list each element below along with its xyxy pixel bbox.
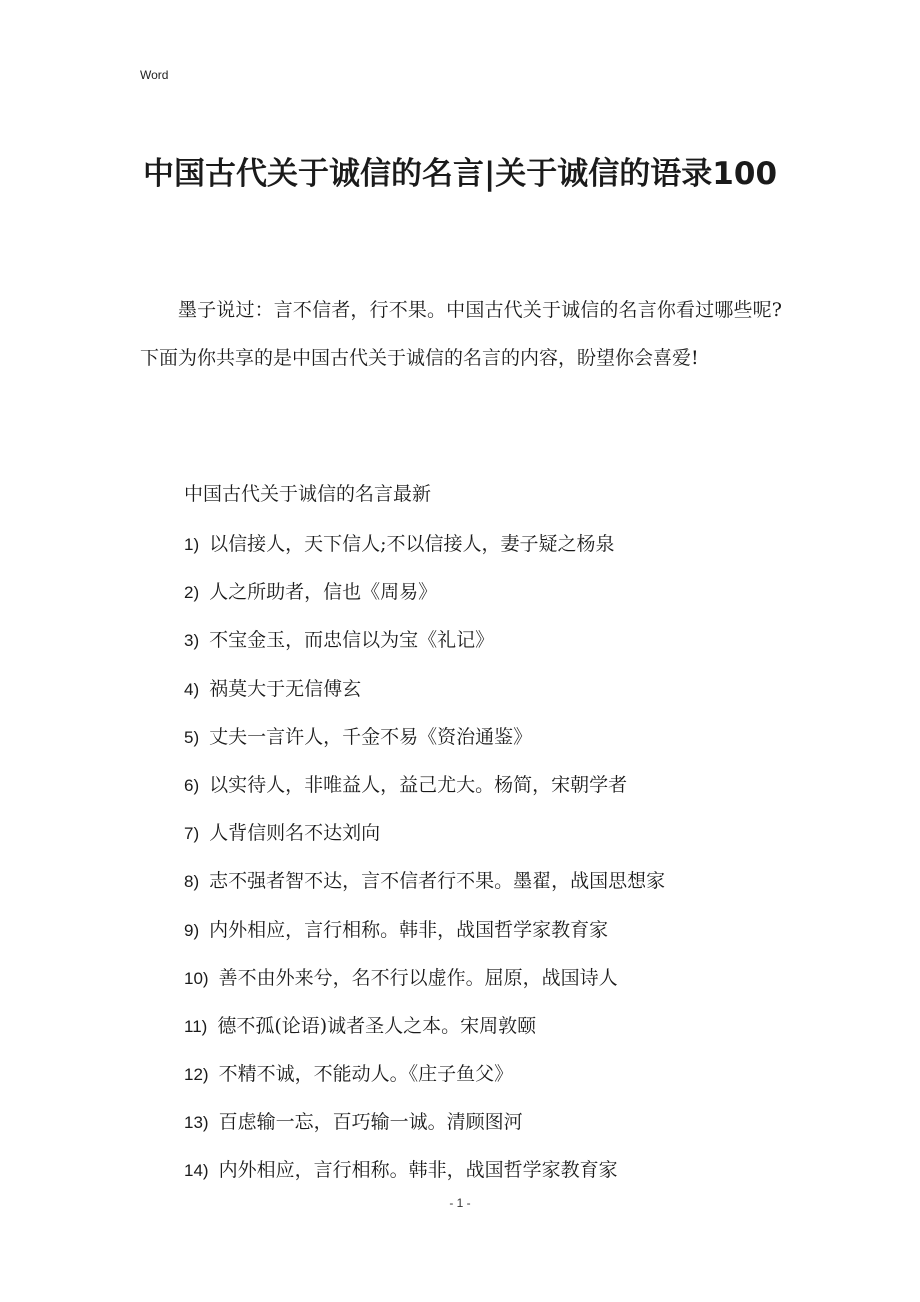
quote-text: 人之所助者，信也《周易》	[209, 581, 438, 604]
quote-item	[184, 771, 665, 819]
quote-number: 6)	[184, 775, 200, 795]
quote-text: 丈夫一言许人，千金不易《资治通鉴》	[209, 725, 533, 748]
quote-text: 百虑输一忘，百巧输一诚。清顾图河	[218, 1111, 523, 1134]
quote-text: 人背信则名不达刘向	[209, 822, 381, 845]
quote-item	[184, 626, 665, 674]
quote-item	[184, 964, 665, 1012]
quote-item	[184, 867, 665, 915]
quote-list	[184, 530, 665, 1205]
quote-item	[184, 819, 665, 867]
quote-item	[184, 530, 665, 578]
quote-number: 4)	[184, 679, 200, 699]
quote-text: 以信接人，天下信人;不以信接人，妻子疑之杨泉	[209, 533, 615, 555]
quote-item	[184, 1108, 665, 1156]
header-label: Word	[140, 68, 169, 82]
quote-text: 德不孤(论语)诚者圣人之本。宋周敦颐	[217, 1014, 537, 1037]
quote-number: 11)	[184, 1016, 208, 1036]
quote-number: 1)	[184, 535, 200, 554]
intro-paragraph: 墨子说过：言不信者，行不果。中国古代关于诚信的名言你看过哪些呢?下面为你共享的是中国古代关于诚信的名言的内容，盼望你会喜爱!	[140, 299, 782, 369]
quote-text: 祸莫大于无信傅玄	[209, 677, 362, 700]
quote-text: 不宝金玉，而忠信以为宝《礼记》	[209, 629, 495, 652]
quote-number: 12)	[184, 1065, 209, 1085]
quote-number: 9)	[184, 920, 200, 940]
quote-item	[184, 1012, 665, 1060]
quote-item	[184, 578, 665, 626]
quote-number: 2)	[184, 583, 200, 603]
quote-item	[184, 1060, 665, 1108]
quote-item	[184, 723, 665, 771]
quote-text: 内外相应，言行相称。韩非，战国哲学家教育家	[209, 918, 609, 941]
quote-number: 5)	[184, 727, 200, 747]
quote-number: 14)	[184, 1161, 209, 1181]
quote-text: 不精不诚，不能动人。《庄子鱼父》	[218, 1063, 514, 1086]
page-number: - 1 -	[449, 1196, 471, 1210]
quote-number: 8)	[184, 872, 200, 892]
quote-number: 7)	[184, 824, 200, 844]
quote-number: 10)	[184, 968, 209, 988]
document-title: 中国古代关于诚信的名言|关于诚信的语录100	[142, 156, 778, 192]
quote-text: 内外相应，言行相称。韩非，战国哲学家教育家	[218, 1159, 618, 1182]
quote-text: 志不强者智不达，言不信者行不果。墨翟，战国思想家	[209, 870, 666, 893]
quote-text: 以实待人，非唯益人，益己尤大。杨简，宋朝学者	[209, 773, 628, 796]
quote-number: 3)	[184, 631, 200, 651]
quote-item	[184, 675, 665, 723]
quote-text: 善不由外来兮，名不行以虚作。屈原，战国诗人	[218, 966, 618, 989]
quote-item	[184, 916, 665, 964]
quote-number: 13)	[184, 1113, 209, 1133]
section-heading: 中国古代关于诚信的名言最新	[184, 483, 432, 505]
